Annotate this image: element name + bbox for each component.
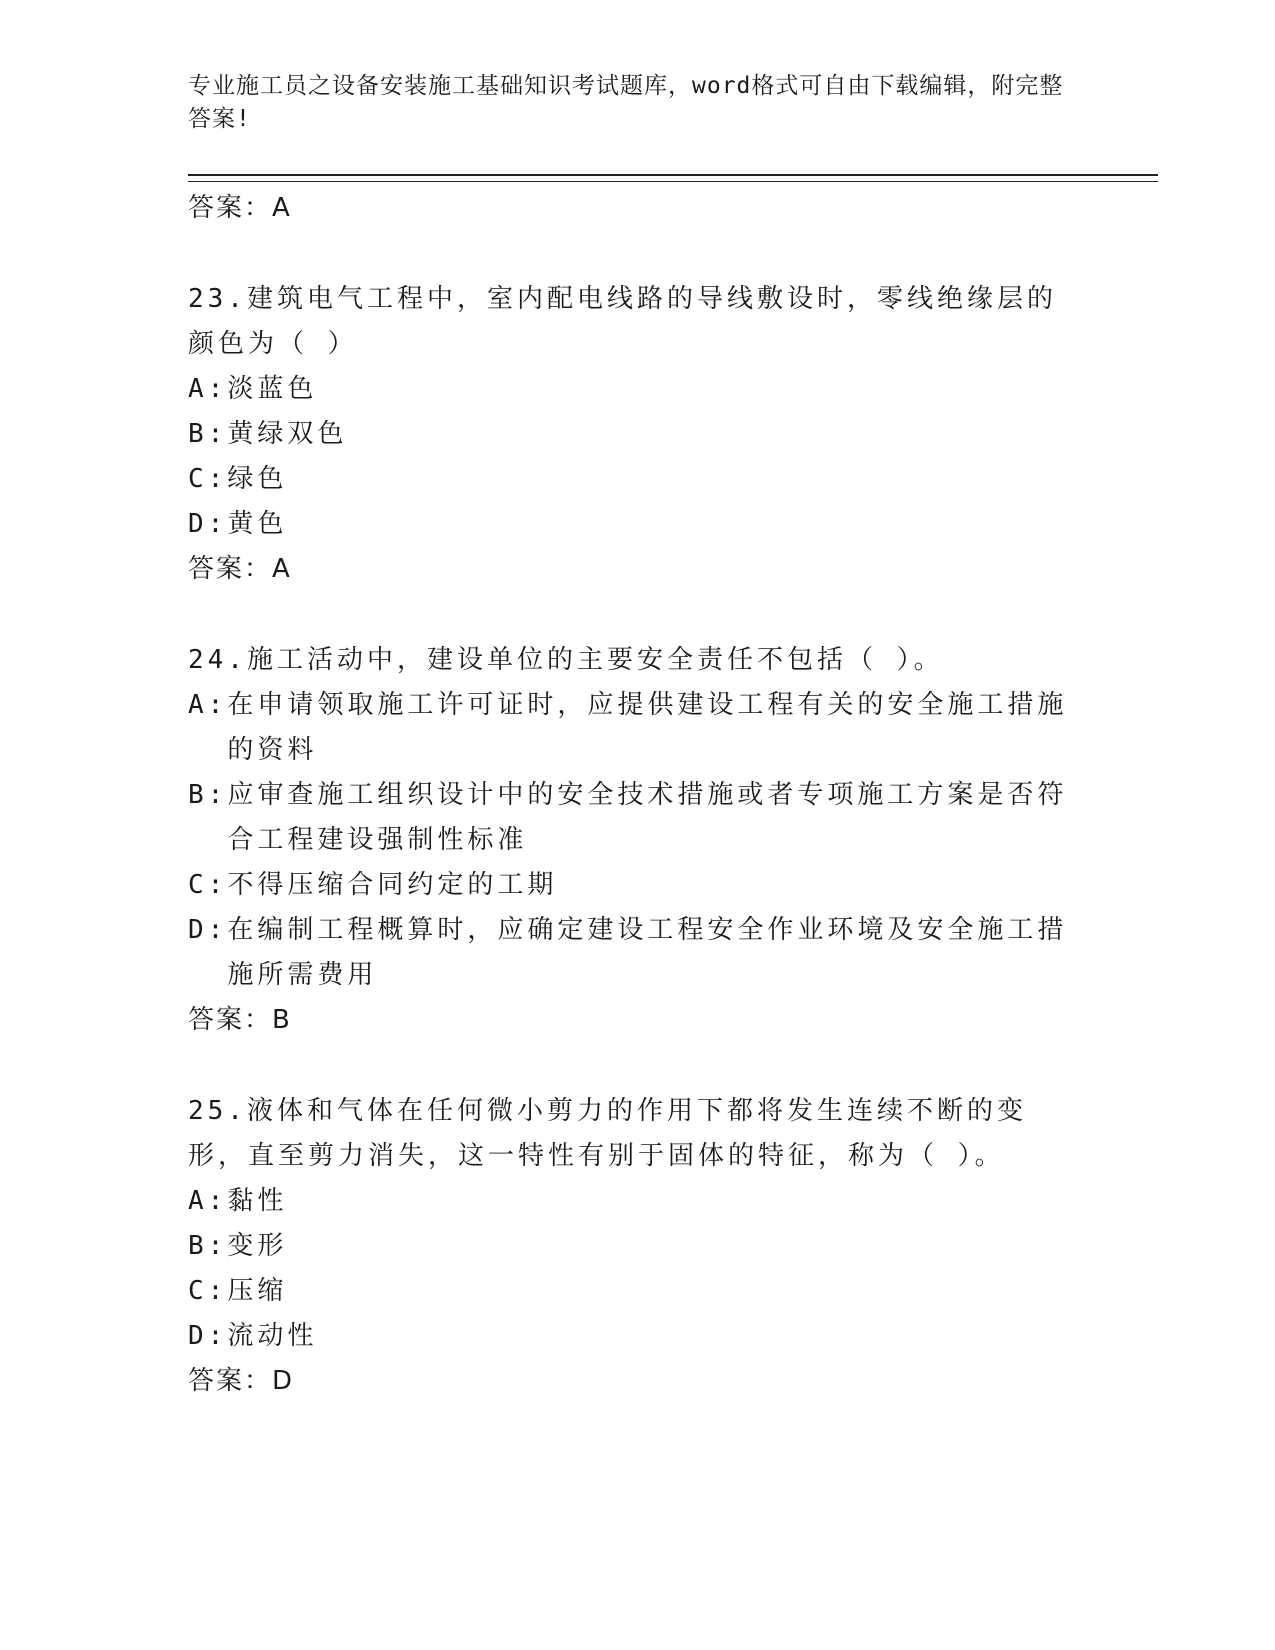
document-header: 专业施工员之设备安装施工基础知识考试题库，word格式可自由下载编辑，附完整答案! xyxy=(188,73,1064,132)
option-letter: D: xyxy=(188,509,228,539)
option-text: 变形 xyxy=(227,1231,288,1261)
option-text: 应审查施工组织设计中的安全技术措施或者专项施工方案是否符合工程建设强制性标准 xyxy=(227,780,1068,855)
option-letter: A: xyxy=(188,374,228,404)
option-letter: A: xyxy=(188,690,228,720)
option-b xyxy=(188,1224,1078,1269)
option-text: 在编制工程概算时，应确定建设工程安全作业环境及安全施工措施所需费用 xyxy=(227,915,1068,990)
option-text: 压缩 xyxy=(227,1276,288,1306)
option-letter: D: xyxy=(188,1321,228,1351)
answer-25: 答案：D xyxy=(188,1366,295,1396)
document-page xyxy=(188,70,1158,1404)
option-letter: C: xyxy=(188,870,228,900)
option-a xyxy=(188,367,1078,412)
option-text: 黄色 xyxy=(227,509,288,539)
header-divider xyxy=(188,174,1158,182)
option-letter: B: xyxy=(188,780,228,810)
option-a xyxy=(188,1179,1078,1224)
question-24 xyxy=(188,638,1158,1043)
option-d xyxy=(188,502,1078,547)
answer-22: 答案：A xyxy=(188,193,292,223)
question-stem: 23.建筑电气工程中，室内配电线路的导线敷设时，零线绝缘层的颜色为（ ） xyxy=(188,284,1057,359)
option-letter: C: xyxy=(188,1276,228,1306)
option-d xyxy=(188,908,1078,998)
option-letter: B: xyxy=(188,1231,228,1261)
option-c xyxy=(188,457,1078,502)
question-23 xyxy=(188,277,1158,592)
question-25 xyxy=(188,1089,1158,1404)
option-c xyxy=(188,1269,1078,1314)
option-text: 黏性 xyxy=(227,1186,288,1216)
option-letter: C: xyxy=(188,464,228,494)
question-stem: 25.液体和气体在任何微小剪力的作用下都将发生连续不断的变形，直至剪力消失，这一特性有别于固体的特征，称为（ ）。 xyxy=(188,1096,1027,1171)
question-stem: 24.施工活动中，建设单位的主要安全责任不包括（ ）。 xyxy=(188,645,944,675)
option-text: 不得压缩合同约定的工期 xyxy=(227,870,558,900)
option-a xyxy=(188,683,1078,773)
option-text: 黄绿双色 xyxy=(227,419,348,449)
option-letter: A: xyxy=(188,1186,228,1216)
option-text: 绿色 xyxy=(227,464,288,494)
option-text: 在申请领取施工许可证时，应提供建设工程有关的安全施工措施的资料 xyxy=(227,690,1068,765)
option-d xyxy=(188,1314,1078,1359)
option-text: 淡蓝色 xyxy=(227,374,318,404)
option-text: 流动性 xyxy=(227,1321,318,1351)
answer-24: 答案：B xyxy=(188,1005,292,1035)
option-letter: D: xyxy=(188,915,228,945)
option-b xyxy=(188,412,1078,457)
option-letter: B: xyxy=(188,419,228,449)
answer-23: 答案：A xyxy=(188,554,292,584)
option-b xyxy=(188,773,1078,863)
option-c xyxy=(188,863,1078,908)
